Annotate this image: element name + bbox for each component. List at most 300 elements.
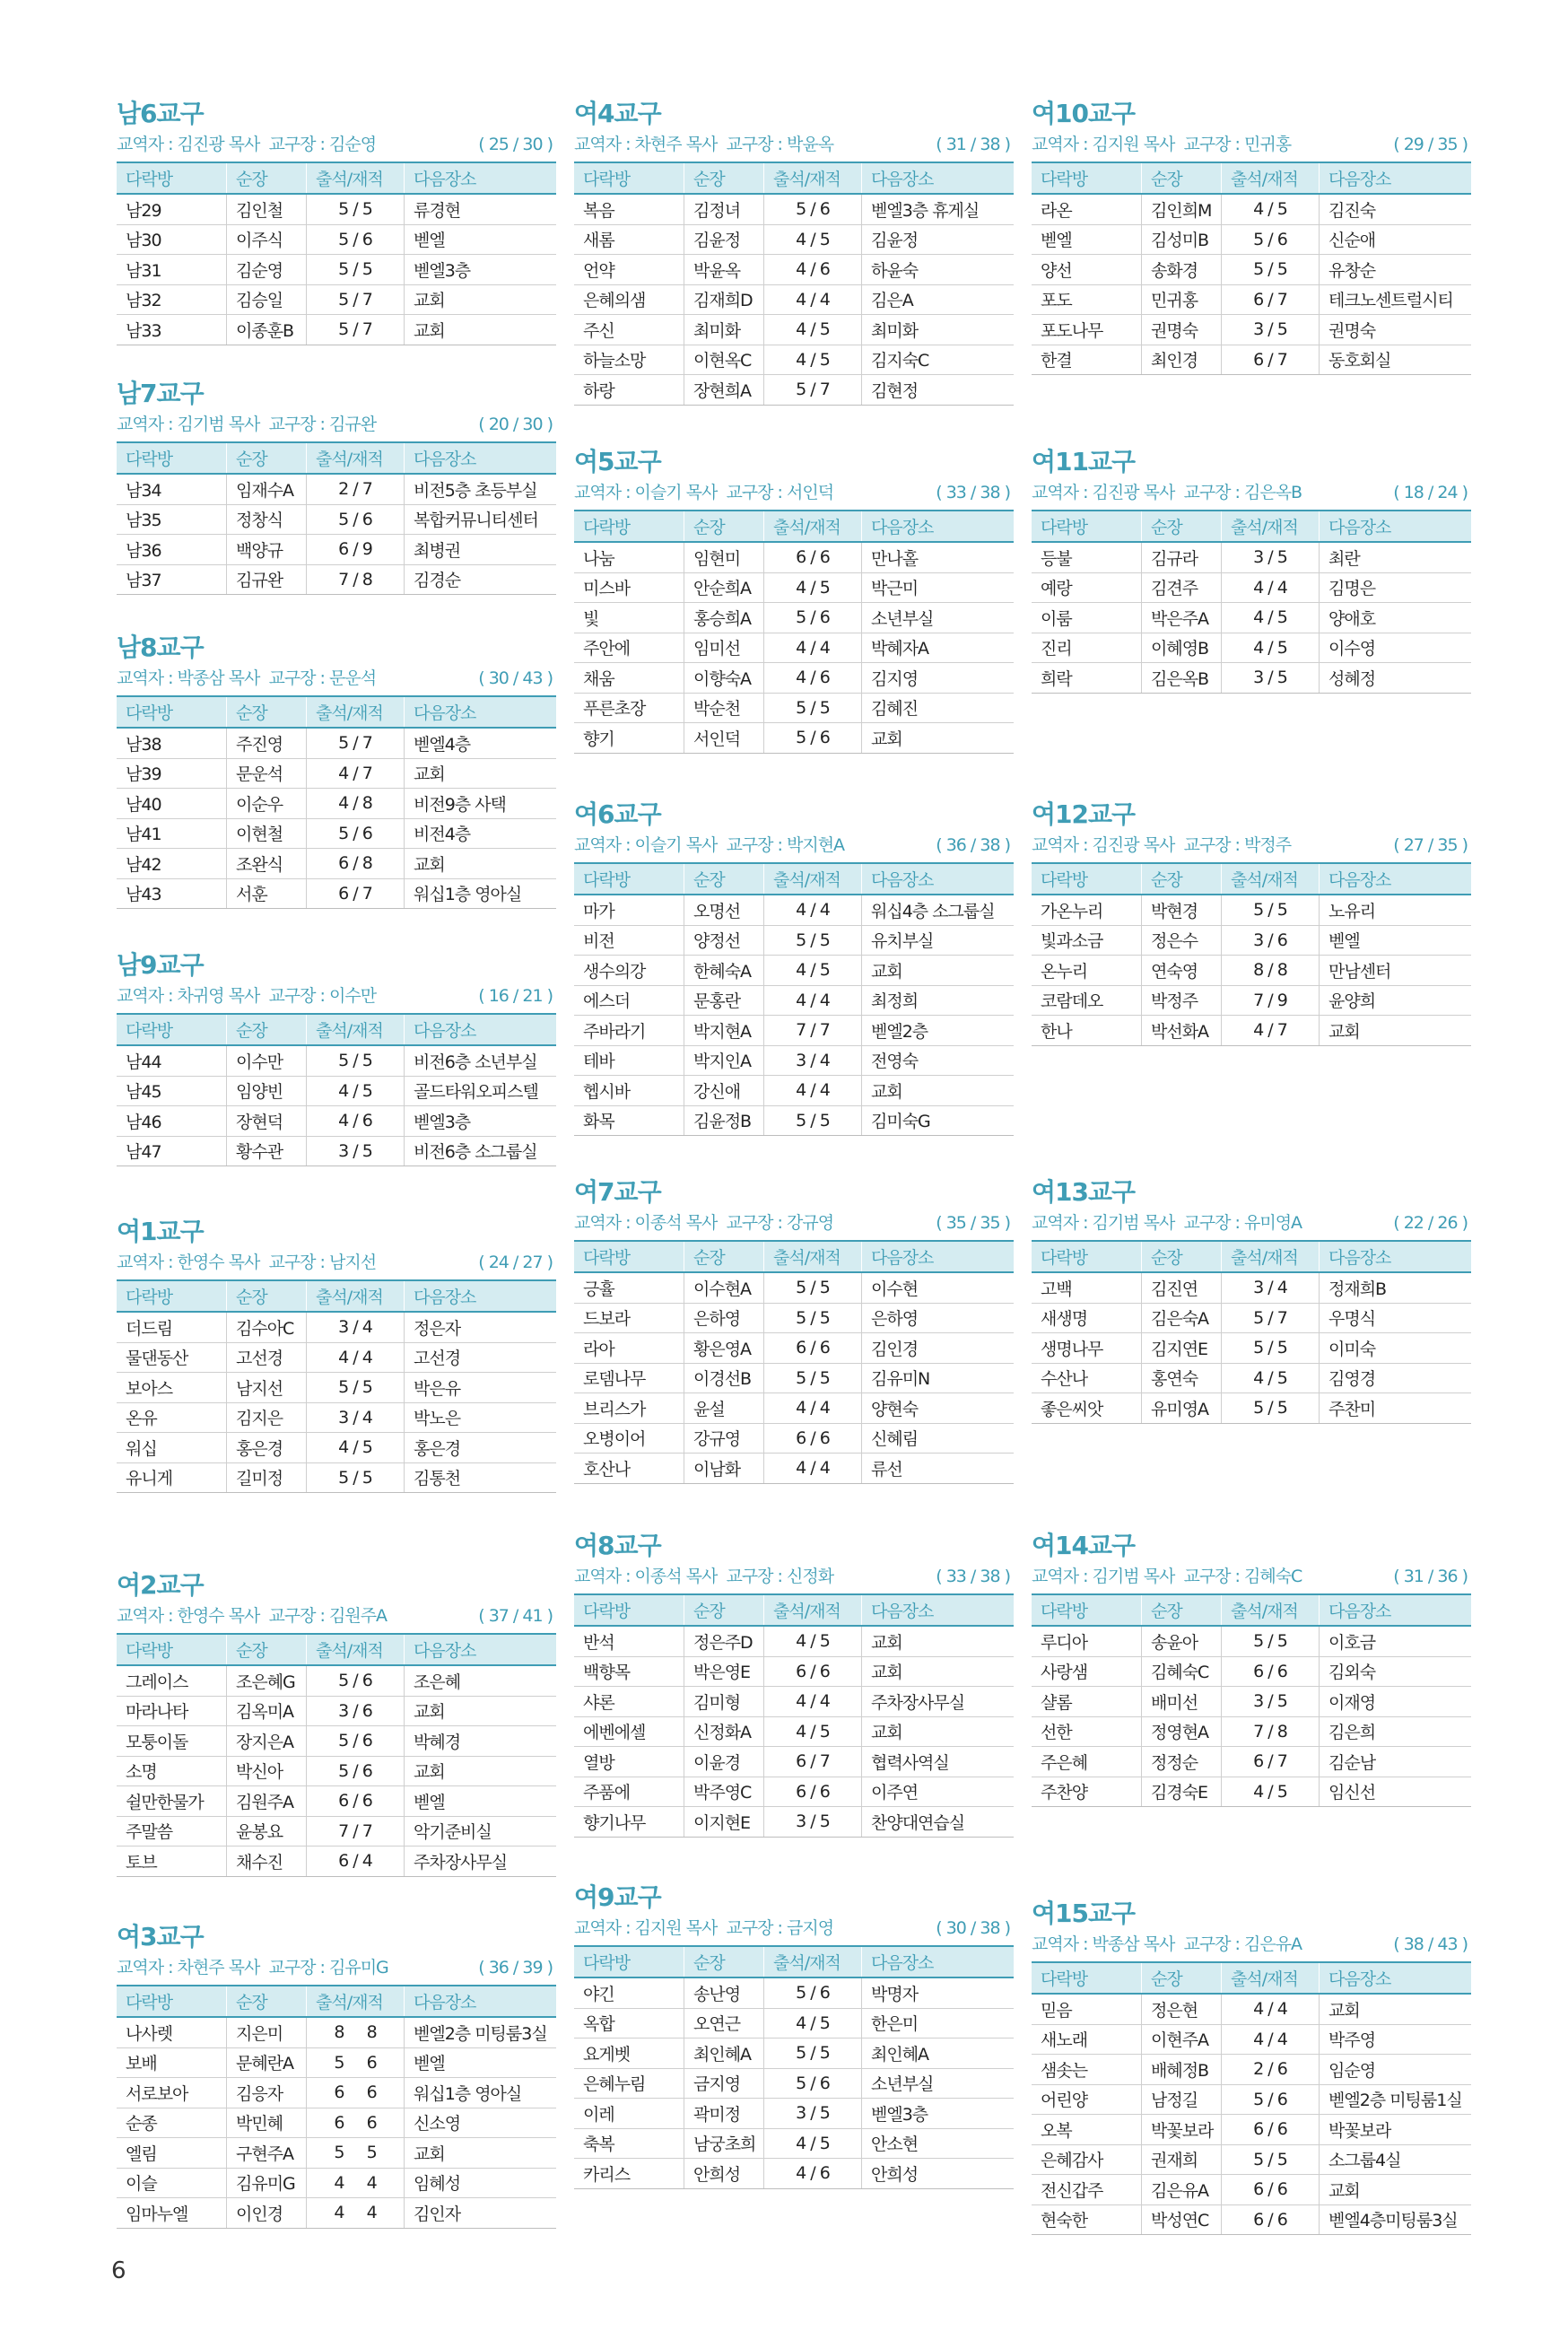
attendance: 7 / 8 bbox=[1222, 1716, 1320, 1747]
attendance-total: ( 18 / 24 ) bbox=[1393, 483, 1468, 502]
header-leader: 순장 bbox=[227, 1014, 307, 1045]
table-row bbox=[574, 723, 1014, 754]
attendance: 6 6 bbox=[307, 2078, 405, 2108]
next-place: 김지숙C bbox=[862, 345, 1015, 375]
table-row bbox=[574, 1777, 1014, 1807]
table-row bbox=[574, 284, 1014, 315]
group-table bbox=[117, 441, 556, 595]
next-place: 교회 bbox=[405, 1696, 557, 1726]
group-leader: 고선경 bbox=[227, 1342, 307, 1373]
district-staff bbox=[574, 832, 844, 859]
header-attendance: 출석/재적 bbox=[764, 162, 862, 194]
attendance: 4 / 4 bbox=[764, 895, 862, 925]
group-leader: 이종훈B bbox=[227, 315, 307, 345]
next-place: 최미화 bbox=[862, 315, 1015, 345]
table-row bbox=[574, 1716, 1014, 1747]
group-leader: 은하영 bbox=[684, 1303, 764, 1333]
district-info bbox=[117, 1954, 556, 1981]
table-header-row bbox=[117, 162, 556, 194]
group-leader: 윤설 bbox=[684, 1393, 764, 1424]
attendance: 4 / 5 bbox=[1222, 603, 1320, 633]
table-row bbox=[117, 1373, 556, 1403]
leader-label: 교구장 : bbox=[1183, 483, 1244, 502]
attendance: 8 8 bbox=[307, 2017, 405, 2047]
group-name: 백향목 bbox=[574, 1656, 684, 1687]
leader-name: 민귀홍 bbox=[1244, 135, 1292, 154]
attendance: 5 / 7 bbox=[764, 375, 862, 406]
group-name: 테바 bbox=[574, 1045, 684, 1076]
attendance: 4 / 5 bbox=[764, 1716, 862, 1747]
table-row bbox=[574, 1454, 1014, 1484]
group-name: 남39 bbox=[117, 758, 227, 789]
group-leader: 정은주D bbox=[684, 1626, 764, 1656]
next-place: 벧엘3층 bbox=[862, 2099, 1015, 2129]
group-name: 남38 bbox=[117, 728, 227, 758]
attendance: 4 4 bbox=[307, 2198, 405, 2229]
district-staff bbox=[1032, 1931, 1302, 1958]
attendance: 5 / 6 bbox=[307, 1726, 405, 1757]
next-place: 이수영 bbox=[1320, 633, 1472, 663]
attendance: 6 / 6 bbox=[1222, 2175, 1320, 2205]
group-name: 빛과소금 bbox=[1032, 925, 1142, 956]
header-group: 다락방 bbox=[574, 863, 684, 895]
group-leader: 이순우 bbox=[227, 789, 307, 819]
group-name: 복음 bbox=[574, 194, 684, 224]
next-place: 김외숙 bbox=[1320, 1656, 1472, 1687]
attendance: 6 / 4 bbox=[307, 1846, 405, 1877]
group-leader: 김성미B bbox=[1142, 224, 1222, 255]
next-place: 김통천 bbox=[405, 1462, 557, 1493]
leader-name: 김유미G bbox=[329, 1958, 388, 1977]
district-info bbox=[1032, 1209, 1471, 1236]
attendance: 5 / 6 bbox=[764, 603, 862, 633]
group-leader: 박은주A bbox=[1142, 603, 1222, 633]
table-row bbox=[1032, 1363, 1471, 1393]
group-name: 요게벳 bbox=[574, 2039, 684, 2069]
header-attendance: 출석/재적 bbox=[764, 1946, 862, 1977]
next-place: 교회 bbox=[862, 1716, 1015, 1747]
attendance: 4 / 4 bbox=[307, 1342, 405, 1373]
district-info bbox=[574, 1209, 1014, 1236]
attendance: 4 / 7 bbox=[1222, 1016, 1320, 1046]
officer-label: 교역자 : bbox=[117, 135, 178, 154]
group-name: 소명 bbox=[117, 1756, 227, 1786]
district-section bbox=[574, 1175, 1014, 1484]
district-info bbox=[1032, 131, 1471, 158]
group-leader: 박순천 bbox=[684, 693, 764, 723]
page-number: 6 bbox=[111, 2257, 126, 2284]
group-leader: 김승일 bbox=[227, 284, 307, 315]
table-row bbox=[574, 345, 1014, 375]
group-leader: 연숙영 bbox=[1142, 956, 1222, 986]
district-staff bbox=[117, 1249, 376, 1276]
group-name: 미스바 bbox=[574, 572, 684, 603]
officer-label: 교역자 : bbox=[117, 1606, 178, 1626]
header-attendance: 출석/재적 bbox=[1222, 511, 1320, 542]
group-leader: 김유미G bbox=[227, 2168, 307, 2198]
header-group: 다락방 bbox=[574, 511, 684, 542]
table-row bbox=[117, 1462, 556, 1493]
group-leader: 김응자 bbox=[227, 2078, 307, 2108]
table-row bbox=[117, 878, 556, 909]
table-row bbox=[117, 1106, 556, 1137]
officer-label: 교역자 : bbox=[574, 483, 635, 502]
attendance: 6 / 7 bbox=[307, 878, 405, 909]
group-name: 포도 bbox=[1032, 284, 1142, 315]
group-name: 이룸 bbox=[1032, 603, 1142, 633]
group-name: 에벤에셀 bbox=[574, 1716, 684, 1747]
group-name: 한나 bbox=[1032, 1016, 1142, 1046]
header-leader: 순장 bbox=[1142, 1241, 1222, 1272]
table-row bbox=[117, 1312, 556, 1342]
table-row bbox=[574, 2039, 1014, 2069]
table-row bbox=[574, 1105, 1014, 1136]
leader-name: 김은유A bbox=[1244, 1934, 1302, 1954]
group-name: 샘솟는 bbox=[1032, 2055, 1142, 2085]
attendance: 4 / 7 bbox=[307, 758, 405, 789]
group-name: 유니게 bbox=[117, 1462, 227, 1493]
group-leader: 문혜란A bbox=[227, 2047, 307, 2078]
attendance: 6 / 7 bbox=[1222, 345, 1320, 375]
group-leader: 민귀홍 bbox=[1142, 284, 1222, 315]
group-leader: 김윤정 bbox=[684, 224, 764, 255]
group-leader: 배혜정B bbox=[1142, 2055, 1222, 2085]
group-leader: 장현덕 bbox=[227, 1106, 307, 1137]
next-place: 교회 bbox=[405, 315, 557, 345]
header-next-place: 다음장소 bbox=[1320, 863, 1472, 895]
group-name: 온유 bbox=[117, 1402, 227, 1433]
group-name: 남40 bbox=[117, 789, 227, 819]
group-name: 물댄동산 bbox=[117, 1342, 227, 1373]
group-table bbox=[117, 695, 556, 909]
group-leader: 장지은A bbox=[227, 1726, 307, 1757]
attendance: 4 / 5 bbox=[1222, 1363, 1320, 1393]
header-group: 다락방 bbox=[1032, 1962, 1142, 1994]
group-name: 이슬 bbox=[117, 2168, 227, 2198]
group-leader: 배미선 bbox=[1142, 1687, 1222, 1717]
district-info bbox=[117, 665, 556, 692]
header-leader: 순장 bbox=[684, 511, 764, 542]
group-leader: 김정녀 bbox=[684, 194, 764, 224]
attendance: 3 / 5 bbox=[1222, 1687, 1320, 1717]
next-place: 교회 bbox=[1320, 1994, 1472, 2024]
group-leader: 김규라 bbox=[1142, 542, 1222, 572]
leader-label: 교구장 : bbox=[726, 135, 787, 154]
group-name: 전신갑주 bbox=[1032, 2175, 1142, 2205]
attendance: 7 / 9 bbox=[1222, 985, 1320, 1016]
table-row bbox=[117, 535, 556, 565]
attendance: 2 / 7 bbox=[307, 474, 405, 504]
group-name: 빛 bbox=[574, 603, 684, 633]
next-place: 협력사역실 bbox=[862, 1747, 1015, 1777]
header-attendance: 출석/재적 bbox=[1222, 1241, 1320, 1272]
table-row bbox=[117, 1342, 556, 1373]
header-group: 다락방 bbox=[574, 1241, 684, 1272]
table-header-row bbox=[117, 442, 556, 474]
leader-label: 교구장 : bbox=[1183, 1567, 1244, 1586]
group-table bbox=[574, 1945, 1014, 2189]
next-place: 정재희B bbox=[1320, 1272, 1472, 1303]
group-name: 예랑 bbox=[1032, 572, 1142, 603]
attendance: 5 / 5 bbox=[1222, 1393, 1320, 1424]
group-leader: 채수진 bbox=[227, 1846, 307, 1877]
next-place: 김인자 bbox=[405, 2198, 557, 2229]
attendance: 5 / 5 bbox=[764, 925, 862, 956]
table-row bbox=[574, 2099, 1014, 2129]
attendance-total: ( 27 / 35 ) bbox=[1393, 835, 1468, 855]
attendance-total: ( 33 / 38 ) bbox=[936, 483, 1010, 502]
table-row bbox=[117, 315, 556, 345]
table-row bbox=[1032, 895, 1471, 925]
group-name: 희락 bbox=[1032, 663, 1142, 694]
attendance: 5 / 6 bbox=[307, 1665, 405, 1696]
header-leader: 순장 bbox=[684, 1946, 764, 1977]
officer-label: 교역자 : bbox=[574, 1567, 635, 1586]
table-row bbox=[117, 728, 556, 758]
group-name: 온누리 bbox=[1032, 956, 1142, 986]
officer-name: 김진광 목사 bbox=[1092, 835, 1175, 855]
attendance: 3 / 5 bbox=[764, 1807, 862, 1838]
group-leader: 김윤정B bbox=[684, 1105, 764, 1136]
district-staff bbox=[574, 1209, 833, 1236]
officer-label: 교역자 : bbox=[1032, 1567, 1093, 1586]
group-leader: 김은옥B bbox=[1142, 663, 1222, 694]
table-row bbox=[1032, 1777, 1471, 1807]
table-row bbox=[1032, 985, 1471, 1016]
attendance: 5 5 bbox=[307, 2138, 405, 2169]
group-name: 남46 bbox=[117, 1106, 227, 1137]
header-group: 다락방 bbox=[574, 1594, 684, 1626]
header-leader: 순장 bbox=[1142, 1594, 1222, 1626]
table-row bbox=[117, 194, 556, 224]
group-name: 헵시바 bbox=[574, 1076, 684, 1106]
district-title: 여5교구 bbox=[574, 447, 661, 476]
group-leader: 길미정 bbox=[227, 1462, 307, 1493]
group-leader: 김옥미A bbox=[227, 1696, 307, 1726]
header-leader: 순장 bbox=[227, 696, 307, 728]
district-title: 여10교구 bbox=[1032, 99, 1136, 128]
table-row bbox=[1032, 315, 1471, 345]
header-attendance: 출석/재적 bbox=[1222, 1962, 1320, 1994]
group-leader: 권명숙 bbox=[1142, 315, 1222, 345]
next-place: 고선경 bbox=[405, 1342, 557, 1373]
attendance: 3 / 6 bbox=[1222, 925, 1320, 956]
group-leader: 이현주A bbox=[1142, 2024, 1222, 2055]
attendance: 6 / 6 bbox=[764, 1423, 862, 1454]
table-header-row bbox=[117, 1280, 556, 1312]
group-name: 열방 bbox=[574, 1747, 684, 1777]
next-place: 벧엘3층 휴게실 bbox=[862, 194, 1015, 224]
district-staff bbox=[117, 131, 376, 158]
next-place: 박혜자A bbox=[862, 633, 1015, 663]
district-staff bbox=[117, 1954, 388, 1981]
group-name: 남35 bbox=[117, 504, 227, 535]
attendance: 7 / 7 bbox=[764, 1016, 862, 1046]
attendance: 6 / 6 bbox=[1222, 2204, 1320, 2235]
next-place: 안소현 bbox=[862, 2128, 1015, 2159]
attendance: 4 / 5 bbox=[764, 572, 862, 603]
table-header-row bbox=[117, 696, 556, 728]
attendance: 5 / 5 bbox=[307, 1462, 405, 1493]
group-leader: 오연근 bbox=[684, 2008, 764, 2039]
header-group: 다락방 bbox=[574, 1946, 684, 1977]
district-section bbox=[1032, 1175, 1471, 1424]
group-leader: 박윤옥 bbox=[684, 255, 764, 285]
table-row bbox=[574, 1626, 1014, 1656]
attendance: 5 / 7 bbox=[307, 315, 405, 345]
next-place: 신소영 bbox=[405, 2108, 557, 2138]
group-leader: 송윤아 bbox=[1142, 1626, 1222, 1656]
group-name: 좋은씨앗 bbox=[1032, 1393, 1142, 1424]
header-attendance: 출석/재적 bbox=[307, 1014, 405, 1045]
group-leader: 박성연C bbox=[1142, 2204, 1222, 2235]
group-name: 주찬양 bbox=[1032, 1777, 1142, 1807]
group-name: 야긴 bbox=[574, 1977, 684, 2008]
group-leader: 최미화 bbox=[684, 315, 764, 345]
district-title: 여1교구 bbox=[117, 1217, 204, 1246]
attendance: 6 6 bbox=[307, 2108, 405, 2138]
group-name: 수산나 bbox=[1032, 1363, 1142, 1393]
attendance: 6 / 7 bbox=[1222, 1747, 1320, 1777]
attendance: 4 / 5 bbox=[1222, 633, 1320, 663]
attendance: 6 / 6 bbox=[1222, 2115, 1320, 2145]
group-leader: 김인철 bbox=[227, 194, 307, 224]
attendance: 4 / 5 bbox=[307, 1433, 405, 1463]
table-row bbox=[574, 2008, 1014, 2039]
attendance: 5 / 5 bbox=[1222, 895, 1320, 925]
district-info bbox=[1032, 832, 1471, 859]
table-row bbox=[117, 2168, 556, 2198]
group-name: 푸른초장 bbox=[574, 693, 684, 723]
header-leader: 순장 bbox=[684, 863, 764, 895]
header-leader: 순장 bbox=[1142, 162, 1222, 194]
group-name: 그레이스 bbox=[117, 1665, 227, 1696]
attendance: 6 / 6 bbox=[764, 542, 862, 572]
table-row bbox=[117, 504, 556, 535]
group-name: 은혜누림 bbox=[574, 2068, 684, 2099]
next-place: 김은A bbox=[862, 284, 1015, 315]
next-place: 정은자 bbox=[405, 1312, 557, 1342]
group-leader: 조은혜G bbox=[227, 1665, 307, 1696]
next-place: 박혜경 bbox=[405, 1726, 557, 1757]
officer-name: 차현주 목사 bbox=[634, 135, 718, 154]
attendance: 6 / 6 bbox=[1222, 1656, 1320, 1687]
leader-label: 교구장 : bbox=[726, 1567, 787, 1586]
attendance: 4 / 4 bbox=[764, 1076, 862, 1106]
table-row bbox=[1032, 194, 1471, 224]
table-row bbox=[574, 255, 1014, 285]
header-next-place: 다음장소 bbox=[405, 1280, 557, 1312]
district-staff bbox=[1032, 479, 1302, 506]
attendance-total: ( 25 / 30 ) bbox=[478, 135, 553, 154]
leader-name: 박지현A bbox=[787, 835, 845, 855]
table-header-row bbox=[117, 1634, 556, 1665]
header-next-place: 다음장소 bbox=[1320, 511, 1472, 542]
group-leader: 정창식 bbox=[227, 504, 307, 535]
next-place: 김진숙 bbox=[1320, 194, 1472, 224]
header-attendance: 출석/재적 bbox=[764, 863, 862, 895]
leader-name: 문운석 bbox=[329, 668, 377, 688]
attendance: 5 / 6 bbox=[764, 1977, 862, 2008]
attendance-total: ( 37 / 41 ) bbox=[478, 1606, 553, 1626]
district-title: 남7교구 bbox=[117, 379, 204, 408]
group-name: 등불 bbox=[1032, 542, 1142, 572]
attendance: 5 / 5 bbox=[1222, 1333, 1320, 1364]
group-leader: 김인희M bbox=[1142, 194, 1222, 224]
group-leader: 박주영C bbox=[684, 1777, 764, 1807]
table-row bbox=[574, 985, 1014, 1016]
table-row bbox=[1032, 925, 1471, 956]
next-place: 악기준비실 bbox=[405, 1816, 557, 1846]
group-name: 나눔 bbox=[574, 542, 684, 572]
table-row bbox=[1032, 572, 1471, 603]
group-name: 남47 bbox=[117, 1136, 227, 1166]
group-name: 사랑샘 bbox=[1032, 1656, 1142, 1687]
group-leader: 이주식 bbox=[227, 224, 307, 255]
district-title: 여2교구 bbox=[117, 1570, 204, 1600]
next-place: 유치부실 bbox=[862, 925, 1015, 956]
table-row bbox=[574, 1656, 1014, 1687]
group-name: 토브 bbox=[117, 1846, 227, 1877]
officer-label: 교역자 : bbox=[117, 986, 178, 1006]
attendance: 4 / 5 bbox=[764, 315, 862, 345]
leader-label: 교구장 : bbox=[268, 1253, 329, 1272]
next-place: 우명식 bbox=[1320, 1303, 1472, 1333]
group-name: 워십 bbox=[117, 1433, 227, 1463]
header-group: 다락방 bbox=[117, 1014, 227, 1045]
next-place: 김영경 bbox=[1320, 1363, 1472, 1393]
table-row bbox=[1032, 1747, 1471, 1777]
header-leader: 순장 bbox=[684, 1594, 764, 1626]
table-row bbox=[1032, 255, 1471, 285]
district-staff bbox=[1032, 1209, 1302, 1236]
next-place: 이수현 bbox=[862, 1272, 1015, 1303]
officer-name: 이종석 목사 bbox=[634, 1567, 718, 1586]
table-header-row bbox=[574, 863, 1014, 895]
group-table bbox=[117, 1985, 556, 2229]
attendance: 4 / 5 bbox=[764, 2128, 862, 2159]
next-place: 김인경 bbox=[862, 1333, 1015, 1364]
group-leader: 임현미 bbox=[684, 542, 764, 572]
attendance: 4 / 4 bbox=[764, 633, 862, 663]
header-group: 다락방 bbox=[1032, 863, 1142, 895]
next-place: 동호회실 bbox=[1320, 345, 1472, 375]
table-row bbox=[574, 1747, 1014, 1777]
district-info bbox=[117, 1249, 556, 1276]
header-group: 다락방 bbox=[117, 1280, 227, 1312]
group-name: 마라나타 bbox=[117, 1696, 227, 1726]
next-place: 교회 bbox=[405, 284, 557, 315]
header-group: 다락방 bbox=[574, 162, 684, 194]
header-next-place: 다음장소 bbox=[1320, 1594, 1472, 1626]
leader-name: 김원주A bbox=[329, 1606, 388, 1626]
table-header-row bbox=[574, 1946, 1014, 1977]
next-place: 소년부실 bbox=[862, 2068, 1015, 2099]
group-leader: 홍승희A bbox=[684, 603, 764, 633]
group-leader: 이혜영B bbox=[1142, 633, 1222, 663]
group-name: 쉴만한물가 bbox=[117, 1786, 227, 1817]
table-row bbox=[574, 1393, 1014, 1424]
group-leader: 안희성 bbox=[684, 2159, 764, 2189]
group-leader: 김지은 bbox=[227, 1402, 307, 1433]
next-place: 김지영 bbox=[862, 663, 1015, 694]
attendance: 5 / 5 bbox=[764, 1105, 862, 1136]
next-place: 류경현 bbox=[405, 194, 557, 224]
group-name: 오병이어 bbox=[574, 1423, 684, 1454]
table-row bbox=[1032, 1716, 1471, 1747]
group-leader: 장현희A bbox=[684, 375, 764, 406]
group-leader: 권재희 bbox=[1142, 2144, 1222, 2175]
